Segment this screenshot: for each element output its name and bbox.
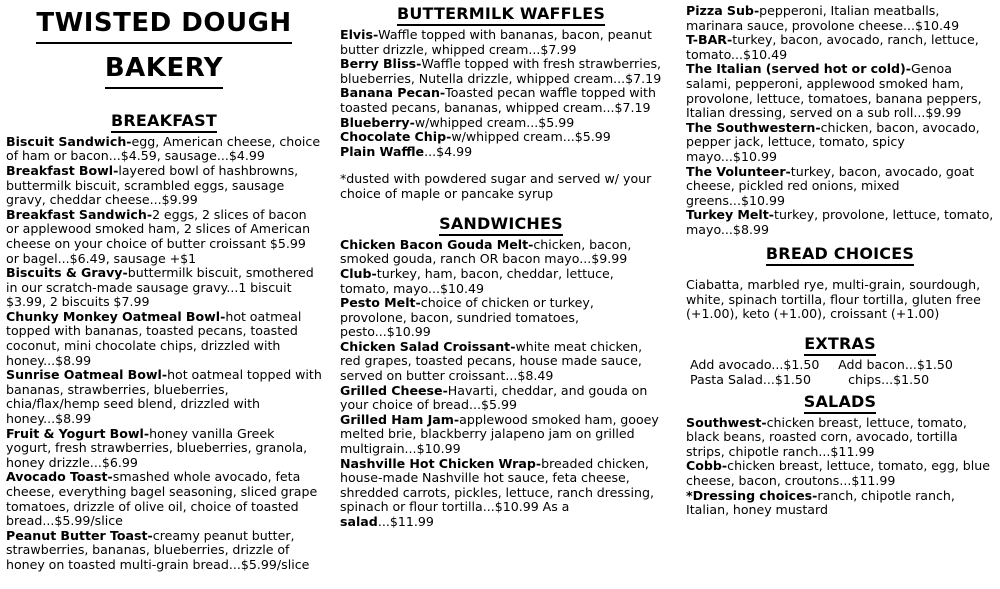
waffle-item-list <box>340 28 662 201</box>
menu-item-name: *Dressing choices- <box>686 487 818 503</box>
menu-item-name: Cobb- <box>686 458 728 474</box>
menu-item <box>6 427 322 471</box>
menu-item <box>6 310 322 368</box>
menu-item-desc: Waffle topped with bananas, bacon, peanut butter drizzle, whipped cream...$7.99 <box>340 27 652 57</box>
sandwich-item-list-continued <box>686 4 994 238</box>
menu-item <box>6 208 322 266</box>
waffle-disclaimer: *dusted with powdered sugar and served w/ your choice of maple or pancake syrup <box>340 170 652 201</box>
menu-item-desc: 2 eggs, 2 slices of bacon or applewood smoked ham, 2 slices of American cheese on your choice of butter croissant $5.99 or bagel...$6.49, sausage +$1 <box>6 206 311 266</box>
section-header-breakfast <box>6 111 322 133</box>
menu-item-name: Blueberry- <box>340 114 415 130</box>
menu-item-desc: white meat chicken, red grapes, toasted pecans, house made sauce, served on butter croissant...$8.49 <box>340 338 643 384</box>
menu-item-desc: layered bowl of hashbrowns, buttermilk biscuit, scrambled eggs, sausage gravy, cheddar cheese...$9.99 <box>6 162 299 208</box>
menu-item-name: Grilled Ham Jam- <box>340 411 460 427</box>
menu-item-name: Plain Waffle <box>340 143 425 159</box>
menu-item-desc: ...$4.99 <box>424 143 473 159</box>
menu-item <box>340 130 662 145</box>
menu-item-desc: smashed whole avocado, feta cheese, everything bagel seasoning, sliced grape tomatoes, drizzle of olive oil, choice of toasted bread...$5.99/slice <box>6 469 318 529</box>
menu-item-desc-tail: ...$11.99 <box>377 514 434 529</box>
menu-item-name: T-BAR- <box>686 32 733 48</box>
menu-item-name: Banana Pecan- <box>340 85 446 101</box>
menu-item <box>340 457 662 530</box>
section-header-breakfast-label: BREAKFAST <box>111 111 217 133</box>
menu-item <box>686 416 994 460</box>
bakery-title-line-2: BAKERY <box>105 51 223 89</box>
section-header-extras <box>686 334 994 356</box>
menu-item <box>6 529 322 573</box>
section-header-salads-label: SALADS <box>804 392 877 414</box>
menu-item <box>6 470 322 528</box>
menu-item <box>340 116 662 131</box>
menu-item-desc: buttermilk biscuit, smothered in our scratch-made sausage gravy...1 biscuit $3.99, 2 biscuits $7.99 <box>6 265 314 310</box>
extras-list <box>686 358 994 387</box>
extras-item: Add avocado...$1.50 <box>690 357 820 373</box>
menu-item <box>686 459 994 488</box>
menu-item-desc: w/whipped cream...$5.99 <box>451 129 611 145</box>
menu-item <box>686 121 994 165</box>
menu-item-name: Peanut Butter Toast- <box>6 527 153 543</box>
section-header-buttermilk-waffles <box>340 4 662 26</box>
menu-item <box>340 145 662 160</box>
column-breakfast <box>0 4 332 573</box>
menu-item-name: Club- <box>340 265 377 281</box>
menu-item <box>686 208 994 237</box>
menu-item <box>340 238 662 267</box>
bread-choices-text: Ciabatta, marbled rye, multi-grain, sourdough, white, spinach tortilla, flour tortilla, gluten free (+1.00), keto (+1.00), croissant (+1.00) <box>686 277 981 322</box>
menu-item-desc: turkey, bacon, avocado, goat cheese, pickled red onions, mixed greens...$10.99 <box>686 163 975 208</box>
menu-item-name: Nashville Hot Chicken Wrap- <box>340 455 542 471</box>
menu-item-desc: chicken, bacon, avocado, pepper jack, lettuce, tomato, spicy mayo...$10.99 <box>686 119 980 164</box>
menu-item-desc: chicken breast, lettuce, tomato, egg, blue cheese, bacon, croutons...$11.99 <box>686 458 990 489</box>
extras-item: Add bacon...$1.50 <box>838 357 953 373</box>
menu-item <box>6 266 322 310</box>
sandwich-item-list <box>340 238 662 530</box>
extras-item: chips...$1.50 <box>848 372 930 388</box>
column-subs-bread-extras-salads <box>670 4 1000 518</box>
menu-item <box>340 413 662 457</box>
menu-item-desc: w/whipped cream...$5.99 <box>414 114 575 130</box>
section-header-buttermilk-waffles-label: BUTTERMILK WAFFLES <box>397 4 605 26</box>
menu-item-name: Grilled Cheese- <box>340 382 448 398</box>
menu-item-desc: creamy peanut butter, strawberries, bananas, blueberries, drizzle of honey on toasted multi-grain bread...$5.99/slice <box>6 527 310 572</box>
menu-item-desc: Waffle topped with fresh strawberries, blueberries, Nutella drizzle, whipped cream...$7.19 <box>340 56 662 86</box>
menu-item-desc: Havarti, cheddar, and gouda on your choice of bread...$5.99 <box>340 382 648 413</box>
menu-item <box>686 4 994 33</box>
menu-item-name: Berry Bliss- <box>340 56 422 72</box>
menu-item <box>340 57 662 86</box>
menu-item-name: Southwest- <box>686 414 767 430</box>
menu-item-desc: Genoa salami, pepperoni, applewood smoked ham, provolone, lettuce, tomatoes, banana peppers, Italian dressing, served on a sub roll...$9.99 <box>686 61 982 121</box>
menu-item-desc: Toasted pecan waffle topped with toasted pecans, bananas, whipped cream...$7.19 <box>340 85 656 115</box>
extras-column-left <box>686 358 838 387</box>
menu-item <box>340 340 662 384</box>
menu-item-name: The Southwestern- <box>686 119 821 135</box>
menu-item-desc: breaded chicken, house-made Nashville hot sauce, feta cheese, shredded carrots, pickles, lettuce, ranch dressing, spinach or flour tortilla...$10.99 As a <box>340 455 654 515</box>
menu-item <box>340 384 662 413</box>
menu-item-desc: hot oatmeal topped with bananas, strawberries, blueberries, chia/flax/hemp seed blend, drizzled with honey...$8.99 <box>6 367 322 427</box>
menu-item-name: Pizza Sub- <box>686 3 760 18</box>
menu-item <box>340 296 662 340</box>
menu-item <box>686 62 994 120</box>
breakfast-item-list <box>6 135 322 573</box>
section-header-bread-choices-label: BREAD CHOICES <box>766 244 914 266</box>
menu-item-name: Pesto Melt- <box>340 295 421 311</box>
menu-item-desc: chicken breast, lettuce, tomato, black beans, roasted corn, avocado, tortilla strips, chipotle ranch...$11.99 <box>686 414 967 459</box>
extras-item: Pasta Salad...$1.50 <box>690 372 811 388</box>
menu-item <box>340 28 662 57</box>
menu-item-desc: hot oatmeal topped with bananas, toasted pecans, toasted coconut, mini chocolate chips, drizzled with honey...$8.99 <box>6 308 302 368</box>
bakery-title <box>6 4 322 89</box>
menu-item-name: Avocado Toast- <box>6 469 113 485</box>
menu-item-desc: turkey, provolone, lettuce, tomato, mayo...$8.99 <box>686 207 994 237</box>
menu-item-name: Chicken Salad Croissant- <box>340 338 516 354</box>
section-header-salads <box>686 392 994 414</box>
menu-item-desc: choice of chicken or turkey, provolone, bacon, sundried tomatoes, pesto...$10.99 <box>340 295 594 340</box>
section-header-extras-label: EXTRAS <box>804 334 876 356</box>
menu-item-desc: turkey, ham, bacon, cheddar, lettuce, tomato, mayo...$10.49 <box>340 265 614 296</box>
menu-item-name: Sunrise Oatmeal Bowl- <box>6 367 168 383</box>
menu-item <box>686 33 994 62</box>
menu-item-desc: turkey, bacon, avocado, ranch, lettuce, tomato...$10.49 <box>686 32 979 62</box>
menu-item <box>6 164 322 208</box>
menu-item-desc: ranch, chipotle ranch, Italian, honey mustard <box>686 487 955 518</box>
menu-item-desc: chicken, bacon, smoked gouda, ranch OR bacon mayo...$9.99 <box>340 236 632 267</box>
menu-item <box>6 368 322 426</box>
menu-item <box>6 135 322 164</box>
salad-item-list <box>686 416 994 518</box>
bakery-title-line-1: TWISTED DOUGH <box>36 6 291 44</box>
section-header-sandwiches-label: SANDWICHES <box>439 214 563 236</box>
menu-item-name: The Italian (served hot or cold)- <box>686 61 912 77</box>
menu-item <box>686 165 994 209</box>
extras-column-right <box>838 358 994 387</box>
column-waffles-sandwiches <box>332 4 670 530</box>
section-header-bread-choices <box>686 244 994 266</box>
menu-item-name: Chicken Bacon Gouda Melt- <box>340 236 534 252</box>
menu-item-name: Biscuits & Gravy- <box>6 265 128 281</box>
menu-item-name: Biscuit Sandwich- <box>6 133 132 149</box>
menu-item-name: Fruit & Yogurt Bowl- <box>6 425 150 441</box>
menu-item-name: Chunky Monkey Oatmeal Bowl- <box>6 308 226 324</box>
menu-item-desc: honey vanilla Greek yogurt, fresh strawberries, blueberries, granola, honey drizzle...$6.99 <box>6 425 308 470</box>
menu-item <box>686 489 994 518</box>
menu-item-name: The Volunteer- <box>686 163 791 179</box>
menu-item <box>340 267 662 296</box>
menu-item-name: Turkey Melt- <box>686 207 774 223</box>
menu-item-name: Breakfast Sandwich- <box>6 206 153 222</box>
menu-item-name: Chocolate Chip- <box>340 129 452 145</box>
menu-item-desc: egg, American cheese, choice of ham or bacon...$4.59, sausage...$4.99 <box>6 133 321 164</box>
menu-item-desc-emphasis: salad <box>340 514 378 529</box>
menu-item-desc: pepperoni, Italian meatballs, marinara sauce, provolone cheese...$10.49 <box>686 3 960 33</box>
menu-item <box>340 86 662 115</box>
menu-item-desc: applewood smoked ham, gooey melted brie, blackberry jalapeno jam on grilled multigrain...$10.99 <box>340 411 659 457</box>
menu-item-name: Breakfast Bowl- <box>6 162 119 178</box>
section-header-sandwiches <box>340 214 662 236</box>
menu-item-name: Elvis- <box>340 27 379 42</box>
